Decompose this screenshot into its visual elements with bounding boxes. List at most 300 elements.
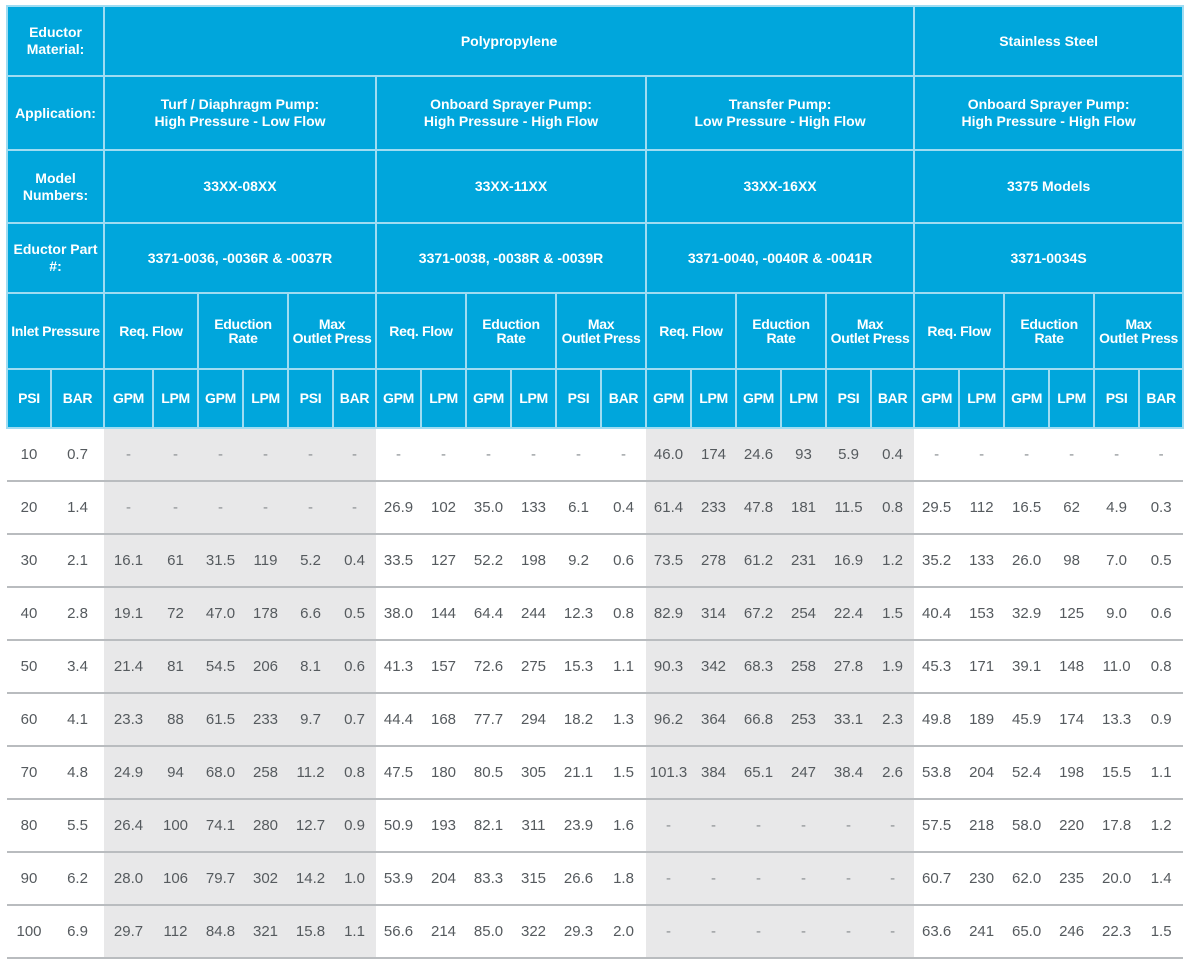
cell-g3-req-flow-gpm: -	[646, 905, 691, 958]
cell-g2-max-outlet-psi: 26.6	[556, 852, 601, 905]
cell-g2-req-flow-lpm: 102	[421, 481, 466, 534]
cell-g3-req-flow-gpm: 82.9	[646, 587, 691, 640]
cell-g2-eduction-lpm: 322	[511, 905, 556, 958]
cell-g2-eduction-gpm: 77.7	[466, 693, 511, 746]
cell-g1-eduction-gpm: 79.7	[198, 852, 243, 905]
cell-g4-max-outlet-psi: 4.9	[1094, 481, 1139, 534]
cell-g1-max-outlet-bar: -	[333, 481, 376, 534]
cell-g2-req-flow-gpm: 26.9	[376, 481, 421, 534]
cell-g2-eduction-gpm: 52.2	[466, 534, 511, 587]
cell-g2-eduction-lpm: -	[511, 428, 556, 481]
cell-g4-eduction-gpm: 52.4	[1004, 746, 1049, 799]
cell-g2-req-flow-lpm: 168	[421, 693, 466, 746]
cell-g2-max-outlet-bar: 0.6	[601, 534, 646, 587]
cell-g4-max-outlet-bar: 1.5	[1139, 905, 1183, 958]
unit-gpm: GPM	[376, 369, 421, 428]
cell-g4-eduction-gpm: 39.1	[1004, 640, 1049, 693]
cell-g1-max-outlet-bar: -	[333, 428, 376, 481]
eduction-rate-line1: Eduction	[214, 316, 272, 332]
cell-g4-max-outlet-bar: 1.1	[1139, 746, 1183, 799]
cell-g2-max-outlet-psi: -	[556, 428, 601, 481]
eduction-rate-header	[736, 293, 826, 369]
cell-g1-req-flow-gpm: 16.1	[104, 534, 153, 587]
cell-g2-req-flow-gpm: 50.9	[376, 799, 421, 852]
cell-g3-req-flow-lpm: 384	[691, 746, 736, 799]
cell-g3-max-outlet-psi: 27.8	[826, 640, 871, 693]
cell-g3-eduction-lpm: -	[781, 905, 826, 958]
cell-bar: 4.8	[51, 746, 104, 799]
cell-g3-eduction-lpm: -	[781, 799, 826, 852]
unit-gpm: GPM	[646, 369, 691, 428]
cell-g1-req-flow-gpm: 21.4	[104, 640, 153, 693]
unit-lpm: LPM	[243, 369, 288, 428]
cell-psi: 70	[7, 746, 51, 799]
model-label: Model Numbers:	[7, 150, 104, 223]
cell-psi: 30	[7, 534, 51, 587]
cell-g2-max-outlet-bar: 1.3	[601, 693, 646, 746]
cell-g4-max-outlet-bar: 0.8	[1139, 640, 1183, 693]
cell-g1-eduction-gpm: 31.5	[198, 534, 243, 587]
cell-g2-max-outlet-psi: 9.2	[556, 534, 601, 587]
cell-g4-eduction-gpm: -	[1004, 428, 1049, 481]
cell-g1-eduction-lpm: 321	[243, 905, 288, 958]
unit-gpm: GPM	[104, 369, 153, 428]
cell-g1-max-outlet-psi: 14.2	[288, 852, 333, 905]
eduction-rate-line1: Eduction	[1020, 316, 1078, 332]
cell-g4-eduction-lpm: -	[1049, 428, 1094, 481]
cell-bar: 2.8	[51, 587, 104, 640]
cell-g2-req-flow-gpm: -	[376, 428, 421, 481]
cell-g3-eduction-lpm: 258	[781, 640, 826, 693]
cell-psi: 60	[7, 693, 51, 746]
cell-g2-req-flow-gpm: 38.0	[376, 587, 421, 640]
cell-g4-eduction-lpm: 148	[1049, 640, 1094, 693]
unit-bar: BAR	[51, 369, 104, 428]
table-row	[7, 905, 1183, 958]
cell-g2-max-outlet-bar: 1.5	[601, 746, 646, 799]
application-line2: High Pressure - High Flow	[423, 113, 599, 129]
unit-bar: BAR	[333, 369, 376, 428]
table-row	[7, 428, 1183, 481]
cell-g2-req-flow-gpm: 56.6	[376, 905, 421, 958]
cell-g2-req-flow-gpm: 47.5	[376, 746, 421, 799]
cell-g1-eduction-gpm: 84.8	[198, 905, 243, 958]
unit-lpm: LPM	[781, 369, 826, 428]
unit-lpm: LPM	[1049, 369, 1094, 428]
cell-g3-max-outlet-psi: -	[826, 799, 871, 852]
cell-g1-req-flow-gpm: 24.9	[104, 746, 153, 799]
cell-g2-req-flow-lpm: 157	[421, 640, 466, 693]
cell-g3-eduction-lpm: 93	[781, 428, 826, 481]
cell-g3-max-outlet-bar: 0.8	[871, 481, 914, 534]
unit-gpm: GPM	[736, 369, 781, 428]
cell-g2-max-outlet-bar: 1.6	[601, 799, 646, 852]
cell-psi: 20	[7, 481, 51, 534]
cell-g1-eduction-gpm: 61.5	[198, 693, 243, 746]
cell-g2-eduction-gpm: 83.3	[466, 852, 511, 905]
cell-g2-req-flow-lpm: 180	[421, 746, 466, 799]
cell-g4-max-outlet-psi: 11.0	[1094, 640, 1139, 693]
cell-g1-eduction-lpm: -	[243, 428, 288, 481]
application-group-4	[914, 76, 1183, 150]
cell-g4-req-flow-gpm: 49.8	[914, 693, 959, 746]
table-row	[7, 587, 1183, 640]
cell-g2-eduction-gpm: 64.4	[466, 587, 511, 640]
cell-g2-max-outlet-psi: 12.3	[556, 587, 601, 640]
cell-g1-req-flow-gpm: -	[104, 428, 153, 481]
cell-g4-req-flow-gpm: 35.2	[914, 534, 959, 587]
cell-g3-req-flow-lpm: 342	[691, 640, 736, 693]
material-stainless-steel: Stainless Steel	[914, 6, 1183, 76]
application-line1: Transfer Pump:	[728, 96, 832, 112]
cell-g1-eduction-lpm: 302	[243, 852, 288, 905]
cell-g1-req-flow-gpm: 28.0	[104, 852, 153, 905]
cell-g3-eduction-gpm: 67.2	[736, 587, 781, 640]
cell-g3-eduction-gpm: 65.1	[736, 746, 781, 799]
cell-g3-max-outlet-psi: 16.9	[826, 534, 871, 587]
eduction-rate-line2: Rate	[766, 330, 796, 346]
cell-psi: 10	[7, 428, 51, 481]
inlet-pressure-header: Inlet Pressure	[7, 293, 104, 369]
cell-g4-eduction-lpm: 198	[1049, 746, 1094, 799]
cell-bar: 6.2	[51, 852, 104, 905]
cell-psi: 50	[7, 640, 51, 693]
cell-g1-max-outlet-bar: 0.4	[333, 534, 376, 587]
cell-g3-eduction-gpm: 66.8	[736, 693, 781, 746]
cell-g1-max-outlet-psi: 5.2	[288, 534, 333, 587]
cell-g3-eduction-lpm: 231	[781, 534, 826, 587]
max-outlet-line2: Outlet Press	[1099, 330, 1179, 346]
cell-g2-req-flow-gpm: 33.5	[376, 534, 421, 587]
part-group-3: 3371-0040, -0040R & -0041R	[646, 223, 914, 293]
req-flow-header: Req. Flow	[646, 293, 736, 369]
cell-g3-max-outlet-psi: 11.5	[826, 481, 871, 534]
max-outlet-press-header	[826, 293, 914, 369]
cell-g4-eduction-lpm: 246	[1049, 905, 1094, 958]
cell-g4-eduction-lpm: 235	[1049, 852, 1094, 905]
cell-g1-req-flow-lpm: 112	[153, 905, 198, 958]
cell-g4-req-flow-lpm: 189	[959, 693, 1004, 746]
cell-g4-max-outlet-bar: 0.5	[1139, 534, 1183, 587]
cell-g1-max-outlet-bar: 0.5	[333, 587, 376, 640]
cell-g4-eduction-lpm: 98	[1049, 534, 1094, 587]
cell-g4-req-flow-gpm: 29.5	[914, 481, 959, 534]
cell-g1-req-flow-lpm: 94	[153, 746, 198, 799]
cell-g4-eduction-gpm: 58.0	[1004, 799, 1049, 852]
cell-g4-eduction-lpm: 125	[1049, 587, 1094, 640]
cell-g3-max-outlet-bar: -	[871, 905, 914, 958]
material-label: Eductor Material:	[7, 6, 104, 76]
req-flow-header: Req. Flow	[104, 293, 198, 369]
cell-g2-eduction-gpm: 80.5	[466, 746, 511, 799]
unit-row	[7, 369, 1183, 428]
cell-g4-max-outlet-psi: 22.3	[1094, 905, 1139, 958]
cell-g4-eduction-gpm: 16.5	[1004, 481, 1049, 534]
cell-g1-req-flow-lpm: 88	[153, 693, 198, 746]
cell-g4-req-flow-lpm: 112	[959, 481, 1004, 534]
unit-lpm: LPM	[511, 369, 556, 428]
cell-g2-max-outlet-psi: 23.9	[556, 799, 601, 852]
cell-g2-req-flow-lpm: 214	[421, 905, 466, 958]
cell-g2-max-outlet-bar: 1.8	[601, 852, 646, 905]
cell-g2-req-flow-gpm: 44.4	[376, 693, 421, 746]
cell-g2-eduction-gpm: 85.0	[466, 905, 511, 958]
cell-g4-max-outlet-bar: -	[1139, 428, 1183, 481]
max-outlet-line2: Outlet Press	[292, 330, 372, 346]
application-line1: Onboard Sprayer Pump:	[967, 96, 1130, 112]
eduction-rate-header	[466, 293, 556, 369]
table-row	[7, 746, 1183, 799]
application-line2: High Pressure - Low Flow	[154, 113, 326, 129]
cell-g2-max-outlet-psi: 29.3	[556, 905, 601, 958]
cell-g2-req-flow-gpm: 41.3	[376, 640, 421, 693]
table-row	[7, 799, 1183, 852]
cell-g3-req-flow-gpm: 90.3	[646, 640, 691, 693]
cell-g2-eduction-gpm: 72.6	[466, 640, 511, 693]
cell-g1-max-outlet-psi: 11.2	[288, 746, 333, 799]
cell-g4-req-flow-gpm: -	[914, 428, 959, 481]
cell-g4-req-flow-lpm: 230	[959, 852, 1004, 905]
cell-bar: 4.1	[51, 693, 104, 746]
cell-g3-req-flow-gpm: 96.2	[646, 693, 691, 746]
unit-psi: PSI	[556, 369, 601, 428]
cell-g3-req-flow-lpm: 364	[691, 693, 736, 746]
cell-bar: 5.5	[51, 799, 104, 852]
max-outlet-line1: Max	[587, 316, 615, 332]
unit-psi: PSI	[826, 369, 871, 428]
cell-g3-eduction-lpm: 247	[781, 746, 826, 799]
measure-row	[7, 293, 1183, 369]
cell-bar: 6.9	[51, 905, 104, 958]
max-outlet-line1: Max	[856, 316, 884, 332]
cell-g4-max-outlet-psi: -	[1094, 428, 1139, 481]
eduction-rate-header	[1004, 293, 1094, 369]
eduction-rate-line1: Eduction	[752, 316, 810, 332]
cell-g4-req-flow-gpm: 45.3	[914, 640, 959, 693]
cell-g1-eduction-lpm: -	[243, 481, 288, 534]
cell-g3-eduction-gpm: 68.3	[736, 640, 781, 693]
cell-g1-eduction-gpm: 47.0	[198, 587, 243, 640]
cell-g2-eduction-gpm: -	[466, 428, 511, 481]
part-group-4: 3371-0034S	[914, 223, 1183, 293]
model-group-2: 33XX-11XX	[376, 150, 646, 223]
cell-g1-max-outlet-psi: -	[288, 481, 333, 534]
table-row	[7, 852, 1183, 905]
model-group-3: 33XX-16XX	[646, 150, 914, 223]
cell-g4-eduction-gpm: 32.9	[1004, 587, 1049, 640]
cell-g3-req-flow-lpm: -	[691, 852, 736, 905]
cell-g1-max-outlet-psi: -	[288, 428, 333, 481]
cell-g3-req-flow-gpm: -	[646, 852, 691, 905]
cell-g4-eduction-gpm: 65.0	[1004, 905, 1049, 958]
cell-g3-eduction-lpm: 253	[781, 693, 826, 746]
part-group-1: 3371-0036, -0036R & -0037R	[104, 223, 376, 293]
cell-g1-eduction-lpm: 280	[243, 799, 288, 852]
cell-g2-max-outlet-psi: 15.3	[556, 640, 601, 693]
cell-g2-req-flow-lpm: 193	[421, 799, 466, 852]
eduction-rate-line1: Eduction	[482, 316, 540, 332]
unit-lpm: LPM	[959, 369, 1004, 428]
cell-g3-req-flow-lpm: 278	[691, 534, 736, 587]
cell-g3-max-outlet-bar: 1.5	[871, 587, 914, 640]
eduction-rate-line2: Rate	[1034, 330, 1064, 346]
unit-lpm: LPM	[153, 369, 198, 428]
cell-g1-eduction-lpm: 206	[243, 640, 288, 693]
cell-g3-max-outlet-bar: 1.9	[871, 640, 914, 693]
unit-bar: BAR	[871, 369, 914, 428]
table-row	[7, 481, 1183, 534]
cell-g4-max-outlet-psi: 9.0	[1094, 587, 1139, 640]
eduction-rate-line2: Rate	[228, 330, 258, 346]
cell-g4-eduction-gpm: 26.0	[1004, 534, 1049, 587]
cell-g1-max-outlet-psi: 8.1	[288, 640, 333, 693]
cell-g4-req-flow-gpm: 63.6	[914, 905, 959, 958]
application-group-2	[376, 76, 646, 150]
cell-g4-req-flow-lpm: 204	[959, 746, 1004, 799]
cell-g4-req-flow-lpm: 171	[959, 640, 1004, 693]
model-group-1: 33XX-08XX	[104, 150, 376, 223]
application-group-3	[646, 76, 914, 150]
max-outlet-line1: Max	[318, 316, 346, 332]
cell-g1-max-outlet-psi: 9.7	[288, 693, 333, 746]
cell-g3-req-flow-gpm: 73.5	[646, 534, 691, 587]
cell-g1-req-flow-lpm: 72	[153, 587, 198, 640]
cell-g1-max-outlet-bar: 1.0	[333, 852, 376, 905]
application-group-1	[104, 76, 376, 150]
cell-g4-req-flow-gpm: 53.8	[914, 746, 959, 799]
unit-psi: PSI	[1094, 369, 1139, 428]
cell-bar: 3.4	[51, 640, 104, 693]
model-group-4: 3375 Models	[914, 150, 1183, 223]
cell-g4-max-outlet-psi: 20.0	[1094, 852, 1139, 905]
cell-g3-eduction-lpm: -	[781, 852, 826, 905]
cell-g2-eduction-lpm: 315	[511, 852, 556, 905]
cell-g2-max-outlet-psi: 6.1	[556, 481, 601, 534]
part-label: Eductor Part #:	[7, 223, 104, 293]
cell-g4-req-flow-gpm: 40.4	[914, 587, 959, 640]
cell-psi: 40	[7, 587, 51, 640]
cell-g1-eduction-gpm: 54.5	[198, 640, 243, 693]
cell-g4-eduction-lpm: 62	[1049, 481, 1094, 534]
table-row	[7, 534, 1183, 587]
cell-g2-max-outlet-psi: 21.1	[556, 746, 601, 799]
cell-g3-max-outlet-psi: -	[826, 852, 871, 905]
cell-g3-eduction-lpm: 181	[781, 481, 826, 534]
cell-g1-max-outlet-bar: 0.7	[333, 693, 376, 746]
cell-g1-eduction-gpm: 68.0	[198, 746, 243, 799]
eduction-rate-header	[198, 293, 288, 369]
max-outlet-press-header	[556, 293, 646, 369]
cell-g1-max-outlet-bar: 1.1	[333, 905, 376, 958]
cell-psi: 90	[7, 852, 51, 905]
cell-bar: 0.7	[51, 428, 104, 481]
cell-g3-req-flow-gpm: -	[646, 799, 691, 852]
cell-g1-req-flow-gpm: 26.4	[104, 799, 153, 852]
cell-g1-req-flow-lpm: 100	[153, 799, 198, 852]
application-line2: Low Pressure - High Flow	[694, 113, 866, 129]
cell-g2-max-outlet-bar: 1.1	[601, 640, 646, 693]
eductor-performance-table	[6, 5, 1184, 959]
cell-bar: 1.4	[51, 481, 104, 534]
cell-g2-eduction-lpm: 311	[511, 799, 556, 852]
cell-g4-eduction-lpm: 174	[1049, 693, 1094, 746]
cell-g2-eduction-gpm: 82.1	[466, 799, 511, 852]
material-row	[7, 6, 1183, 76]
cell-g4-max-outlet-psi: 17.8	[1094, 799, 1139, 852]
cell-g3-eduction-gpm: -	[736, 852, 781, 905]
application-row	[7, 76, 1183, 150]
application-line1: Onboard Sprayer Pump:	[430, 96, 592, 112]
unit-lpm: LPM	[691, 369, 736, 428]
model-row	[7, 150, 1183, 223]
cell-g2-eduction-lpm: 244	[511, 587, 556, 640]
cell-g4-req-flow-lpm: 153	[959, 587, 1004, 640]
cell-g1-max-outlet-bar: 0.9	[333, 799, 376, 852]
cell-g3-max-outlet-psi: -	[826, 905, 871, 958]
cell-g2-req-flow-lpm: 144	[421, 587, 466, 640]
table-row	[7, 640, 1183, 693]
cell-g1-max-outlet-bar: 0.6	[333, 640, 376, 693]
cell-g3-req-flow-gpm: 61.4	[646, 481, 691, 534]
cell-g3-req-flow-lpm: -	[691, 799, 736, 852]
cell-g1-max-outlet-bar: 0.8	[333, 746, 376, 799]
cell-g4-req-flow-lpm: 133	[959, 534, 1004, 587]
application-line2: High Pressure - High Flow	[961, 113, 1136, 129]
cell-g1-eduction-lpm: 258	[243, 746, 288, 799]
max-outlet-line1: Max	[1125, 316, 1152, 332]
cell-g3-max-outlet-bar: -	[871, 799, 914, 852]
unit-gpm: GPM	[1004, 369, 1049, 428]
cell-g4-req-flow-lpm: -	[959, 428, 1004, 481]
cell-g4-max-outlet-psi: 13.3	[1094, 693, 1139, 746]
cell-g4-max-outlet-bar: 1.4	[1139, 852, 1183, 905]
cell-bar: 2.1	[51, 534, 104, 587]
cell-g1-req-flow-lpm: 81	[153, 640, 198, 693]
cell-g3-eduction-gpm: -	[736, 799, 781, 852]
max-outlet-press-header	[1094, 293, 1183, 369]
cell-g3-max-outlet-psi: 38.4	[826, 746, 871, 799]
cell-g4-eduction-gpm: 62.0	[1004, 852, 1049, 905]
cell-g3-max-outlet-bar: 1.2	[871, 534, 914, 587]
cell-g4-eduction-lpm: 220	[1049, 799, 1094, 852]
cell-g2-req-flow-lpm: 127	[421, 534, 466, 587]
cell-g1-req-flow-lpm: 61	[153, 534, 198, 587]
cell-g4-max-outlet-bar: 1.2	[1139, 799, 1183, 852]
cell-g1-eduction-lpm: 233	[243, 693, 288, 746]
cell-g3-max-outlet-psi: 33.1	[826, 693, 871, 746]
cell-g2-eduction-lpm: 294	[511, 693, 556, 746]
cell-g4-max-outlet-psi: 15.5	[1094, 746, 1139, 799]
cell-g3-max-outlet-bar: -	[871, 852, 914, 905]
req-flow-header: Req. Flow	[914, 293, 1004, 369]
cell-g3-req-flow-lpm: -	[691, 905, 736, 958]
cell-g4-max-outlet-bar: 0.9	[1139, 693, 1183, 746]
cell-g3-req-flow-gpm: 101.3	[646, 746, 691, 799]
cell-g3-max-outlet-bar: 2.6	[871, 746, 914, 799]
cell-g4-eduction-gpm: 45.9	[1004, 693, 1049, 746]
cell-g1-req-flow-gpm: 19.1	[104, 587, 153, 640]
unit-gpm: GPM	[466, 369, 511, 428]
cell-psi: 100	[7, 905, 51, 958]
cell-g1-req-flow-lpm: -	[153, 481, 198, 534]
cell-g3-eduction-gpm: 61.2	[736, 534, 781, 587]
cell-g4-max-outlet-psi: 7.0	[1094, 534, 1139, 587]
cell-g3-req-flow-lpm: 314	[691, 587, 736, 640]
cell-g1-max-outlet-psi: 6.6	[288, 587, 333, 640]
unit-psi: PSI	[7, 369, 51, 428]
cell-g3-max-outlet-psi: 22.4	[826, 587, 871, 640]
cell-g4-max-outlet-bar: 0.3	[1139, 481, 1183, 534]
